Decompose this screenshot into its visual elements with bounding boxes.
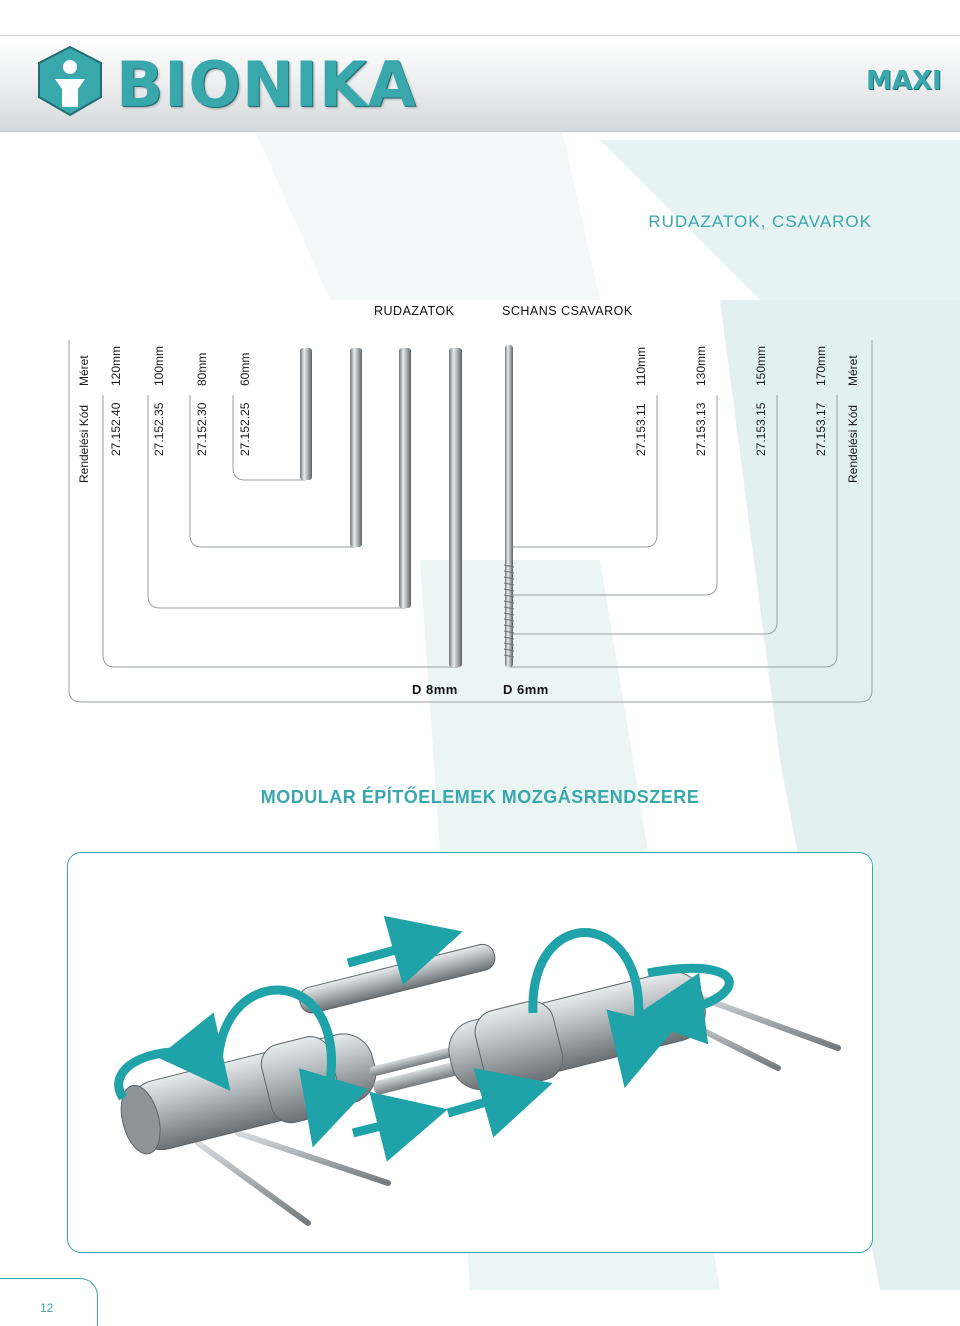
rod-100mm (399, 348, 411, 608)
rod-diameter-label: D 8mm (412, 682, 458, 697)
section-title: RUDAZATOK, CSAVAROK (648, 212, 872, 231)
brand-name: BIONIKA (116, 48, 418, 121)
subheading-screws: SCHANS CSAVAROK (502, 304, 633, 318)
schanz-screw (505, 345, 513, 667)
rod-80mm (350, 348, 362, 547)
page-number-tab (0, 1278, 98, 1326)
fixator-photo-frame (67, 852, 873, 1253)
page-number: 12 (40, 1301, 54, 1315)
rod-120mm (449, 348, 462, 667)
subheading-rods: RUDAZATOK (374, 304, 455, 318)
external-fixator-image (68, 853, 872, 1252)
modular-title: MODULAR ÉPÍTŐELEMEK MOZGÁSRENDSZERE (260, 787, 700, 807)
screw-diameter-label: D 6mm (503, 682, 549, 697)
rod-60mm (300, 348, 312, 480)
edition-label: MAXI (866, 66, 942, 96)
